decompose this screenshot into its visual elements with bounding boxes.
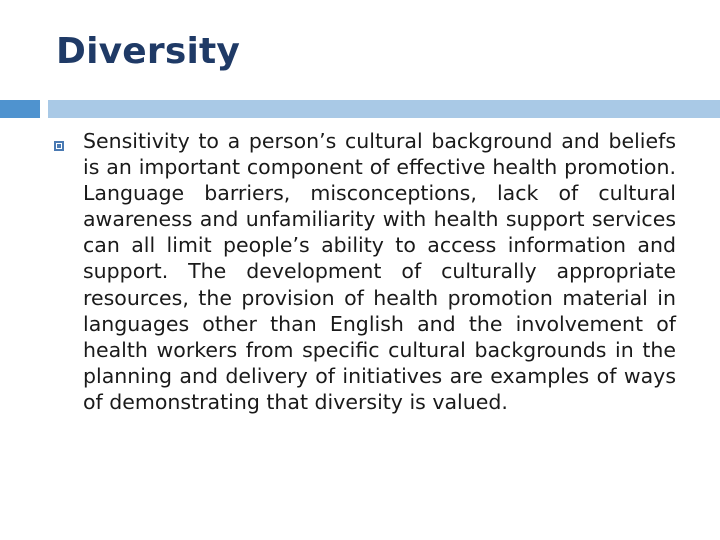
slide-title: Diversity [56, 31, 241, 72]
bullet-text: Sensitivity to a person’s cultural background and beliefs is an important component of effective health promotion. Language barriers, misconceptions, lack of cultural awareness and unfamiliarity with health support services can all limit people’s ability to access information and support. The development of culturally appropriate resources, the provision of health promotion material in languages other than English and the involvement of health workers from specific cultural backgrounds in the planning and delivery of initiatives are examples of ways of demonstrating that diversity is valued. [83, 129, 676, 414]
title-accent-block [0, 100, 40, 118]
square-bullet-icon [54, 141, 64, 151]
title-accent-bar [48, 100, 720, 118]
